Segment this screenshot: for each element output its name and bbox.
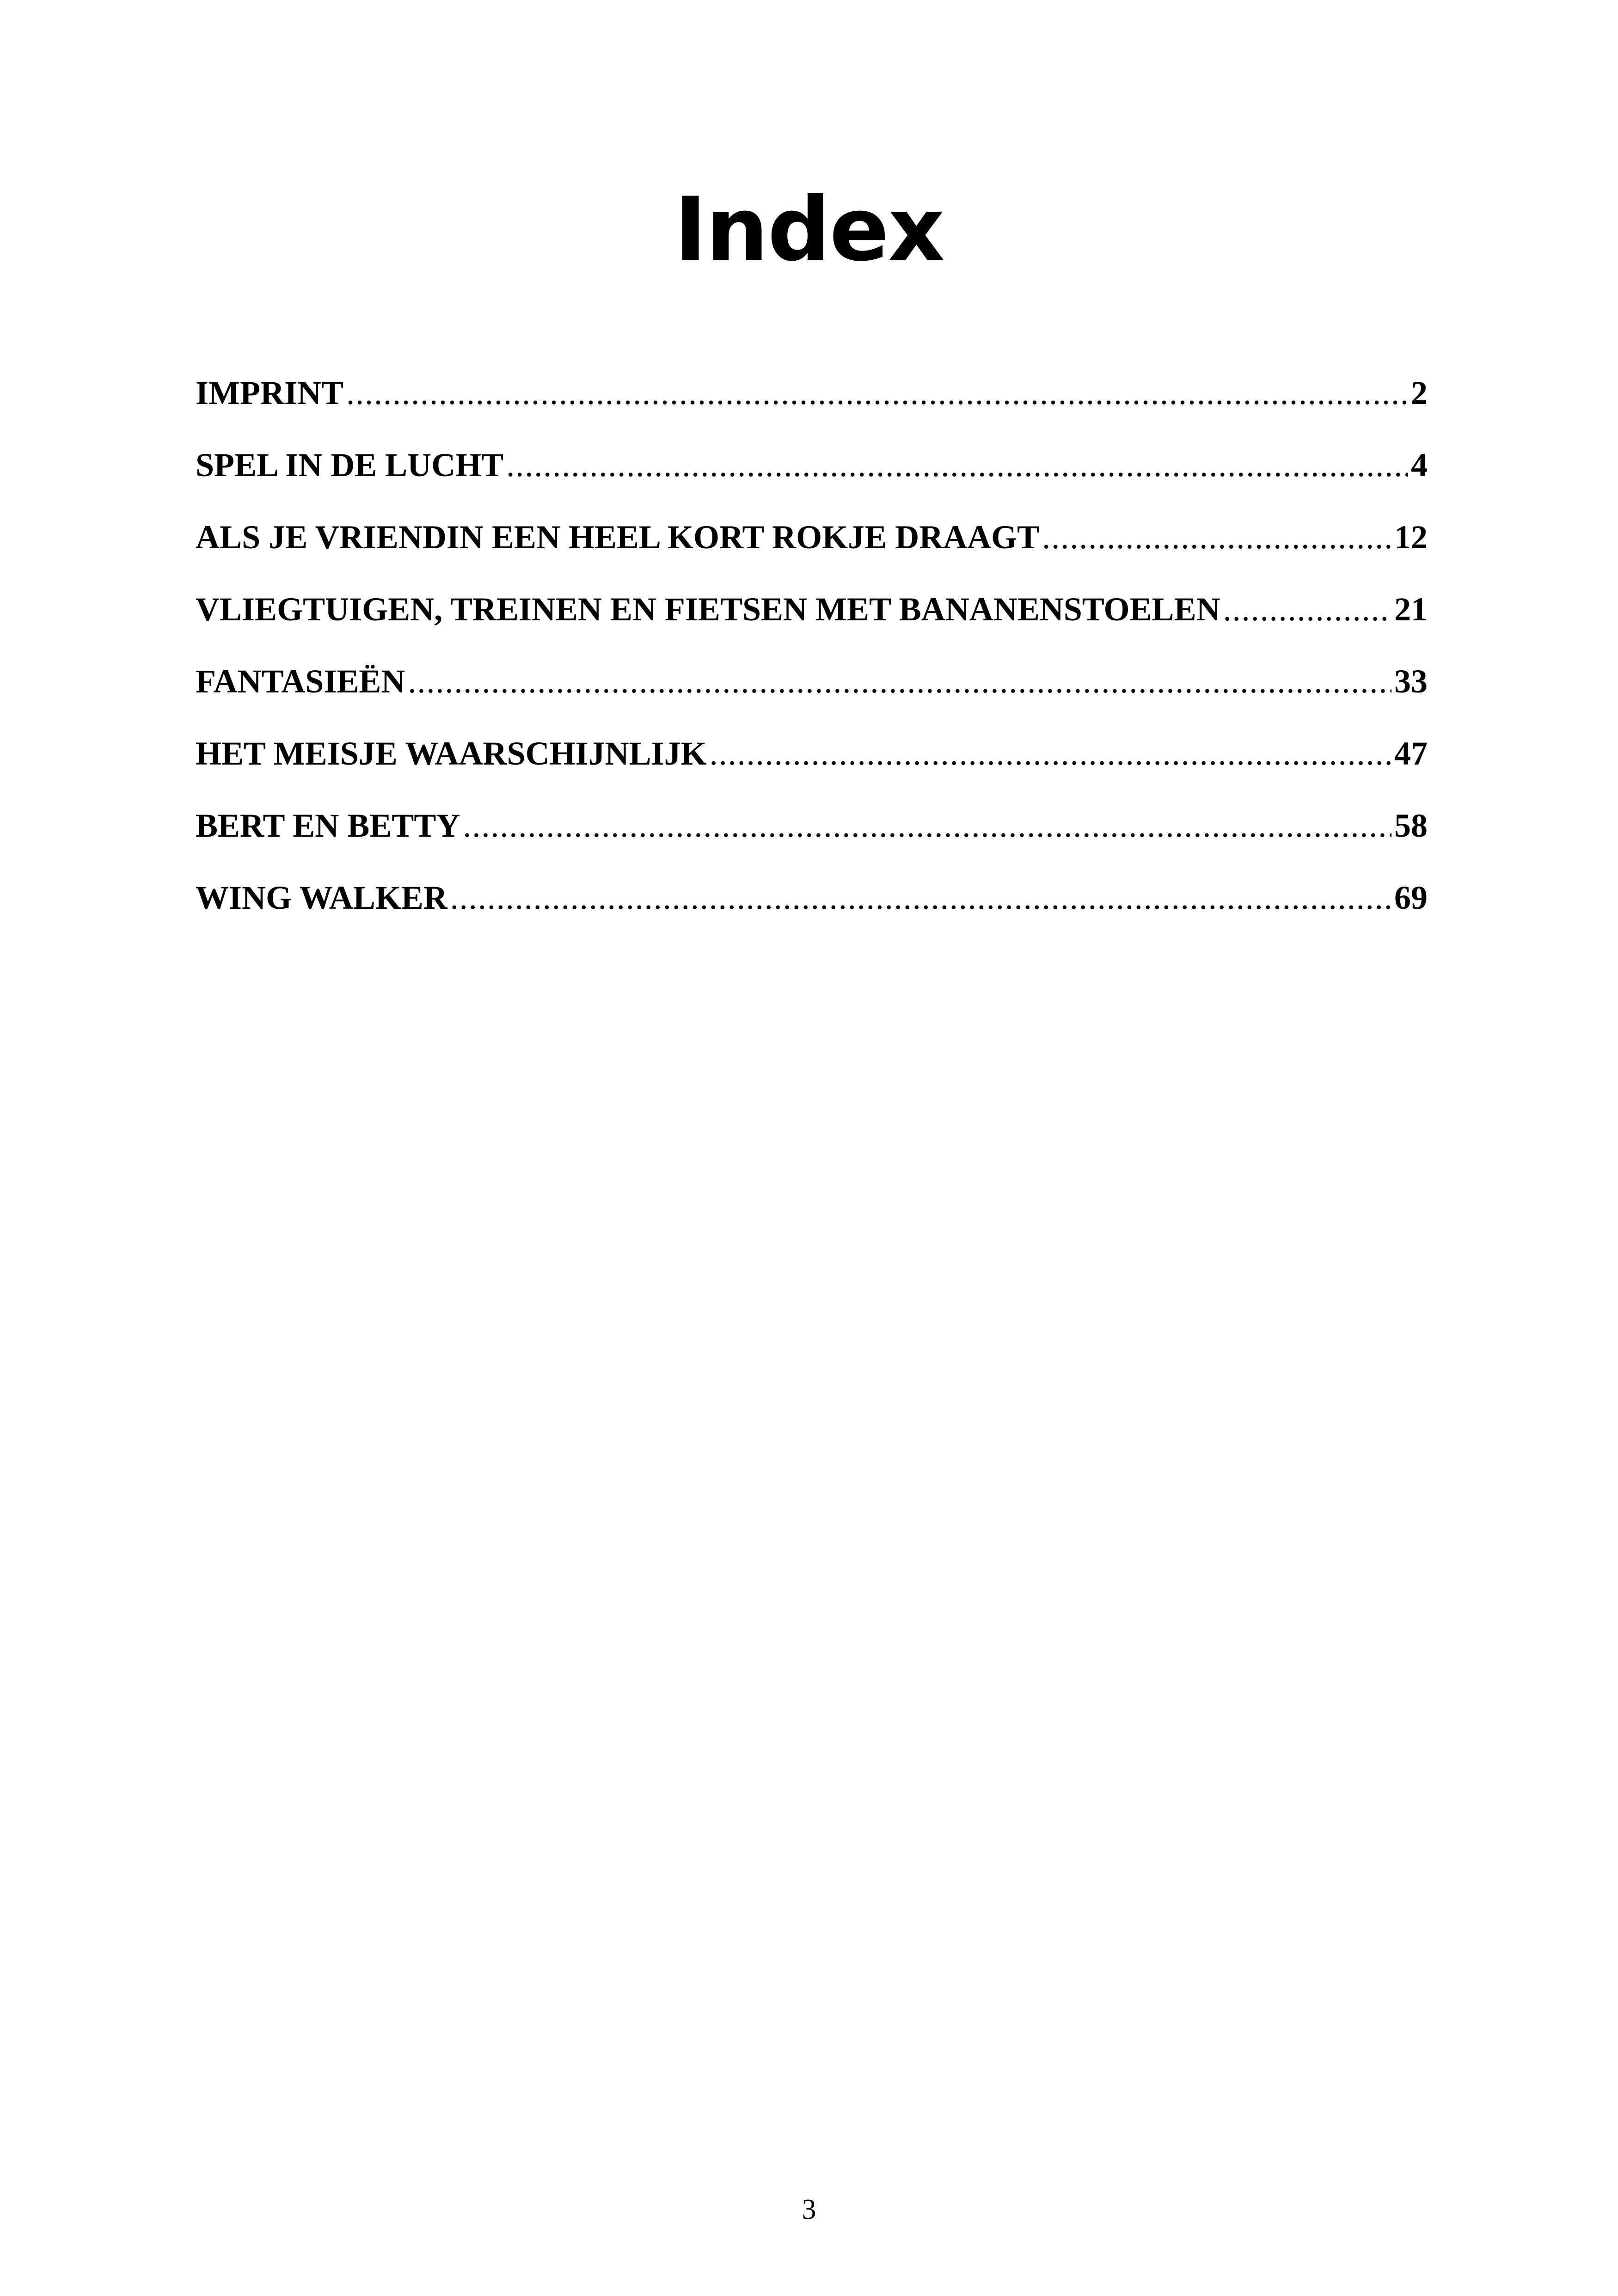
toc-entry-title: BERT EN BETTY: [196, 807, 460, 844]
toc-entry-title: ALS JE VRIENDIN EEN HEEL KORT ROKJE DRAAGT: [196, 519, 1040, 556]
toc-entry-spel-in-de-lucht[interactable]: [196, 437, 1428, 509]
toc-entry-title: SPEL IN DE LUCHT: [196, 447, 504, 484]
toc-entry-bert-en-betty[interactable]: [196, 798, 1428, 870]
toc-entry-vliegtuigen[interactable]: [196, 582, 1428, 654]
toc-entry-title: VLIEGTUIGEN, TREINEN EN FIETSEN MET BANANENSTOELEN: [196, 591, 1220, 628]
toc-entry-page: 58: [1394, 807, 1428, 844]
toc-entry-als-je-vriendin[interactable]: [196, 509, 1428, 582]
toc-entry-title: FANTASIEËN: [196, 663, 405, 700]
toc-dot-leader: [346, 365, 1408, 421]
toc-entry-title: WING WALKER: [196, 879, 447, 916]
toc-entry-page: 69: [1394, 879, 1428, 916]
table-of-contents: [196, 365, 1428, 942]
toc-entry-imprint[interactable]: [196, 365, 1428, 437]
toc-entry-page: 21: [1394, 591, 1428, 628]
toc-entry-wing-walker[interactable]: [196, 870, 1428, 942]
toc-dot-leader: [408, 654, 1391, 709]
page-number: 3: [802, 2194, 816, 2225]
toc-entry-page: 33: [1394, 663, 1428, 700]
toc-dot-leader: [450, 870, 1391, 925]
toc-entry-title: HET MEISJE WAARSCHIJNLIJK: [196, 735, 707, 772]
toc-entry-het-meisje[interactable]: [196, 726, 1428, 798]
toc-entry-page: 4: [1411, 447, 1428, 484]
toc-entry-page: 12: [1394, 519, 1428, 556]
toc-dot-leader: [710, 726, 1391, 781]
toc-dot-leader: [463, 798, 1391, 853]
toc-entry-title: IMPRINT: [196, 374, 343, 411]
toc-dot-leader: [1042, 509, 1391, 565]
page-title: Index: [674, 178, 944, 281]
toc-entry-page: 2: [1411, 374, 1428, 411]
toc-dot-leader: [1223, 582, 1391, 637]
toc-entry-fantasieen[interactable]: [196, 654, 1428, 726]
toc-dot-leader: [506, 437, 1408, 493]
toc-entry-page: 47: [1394, 735, 1428, 772]
